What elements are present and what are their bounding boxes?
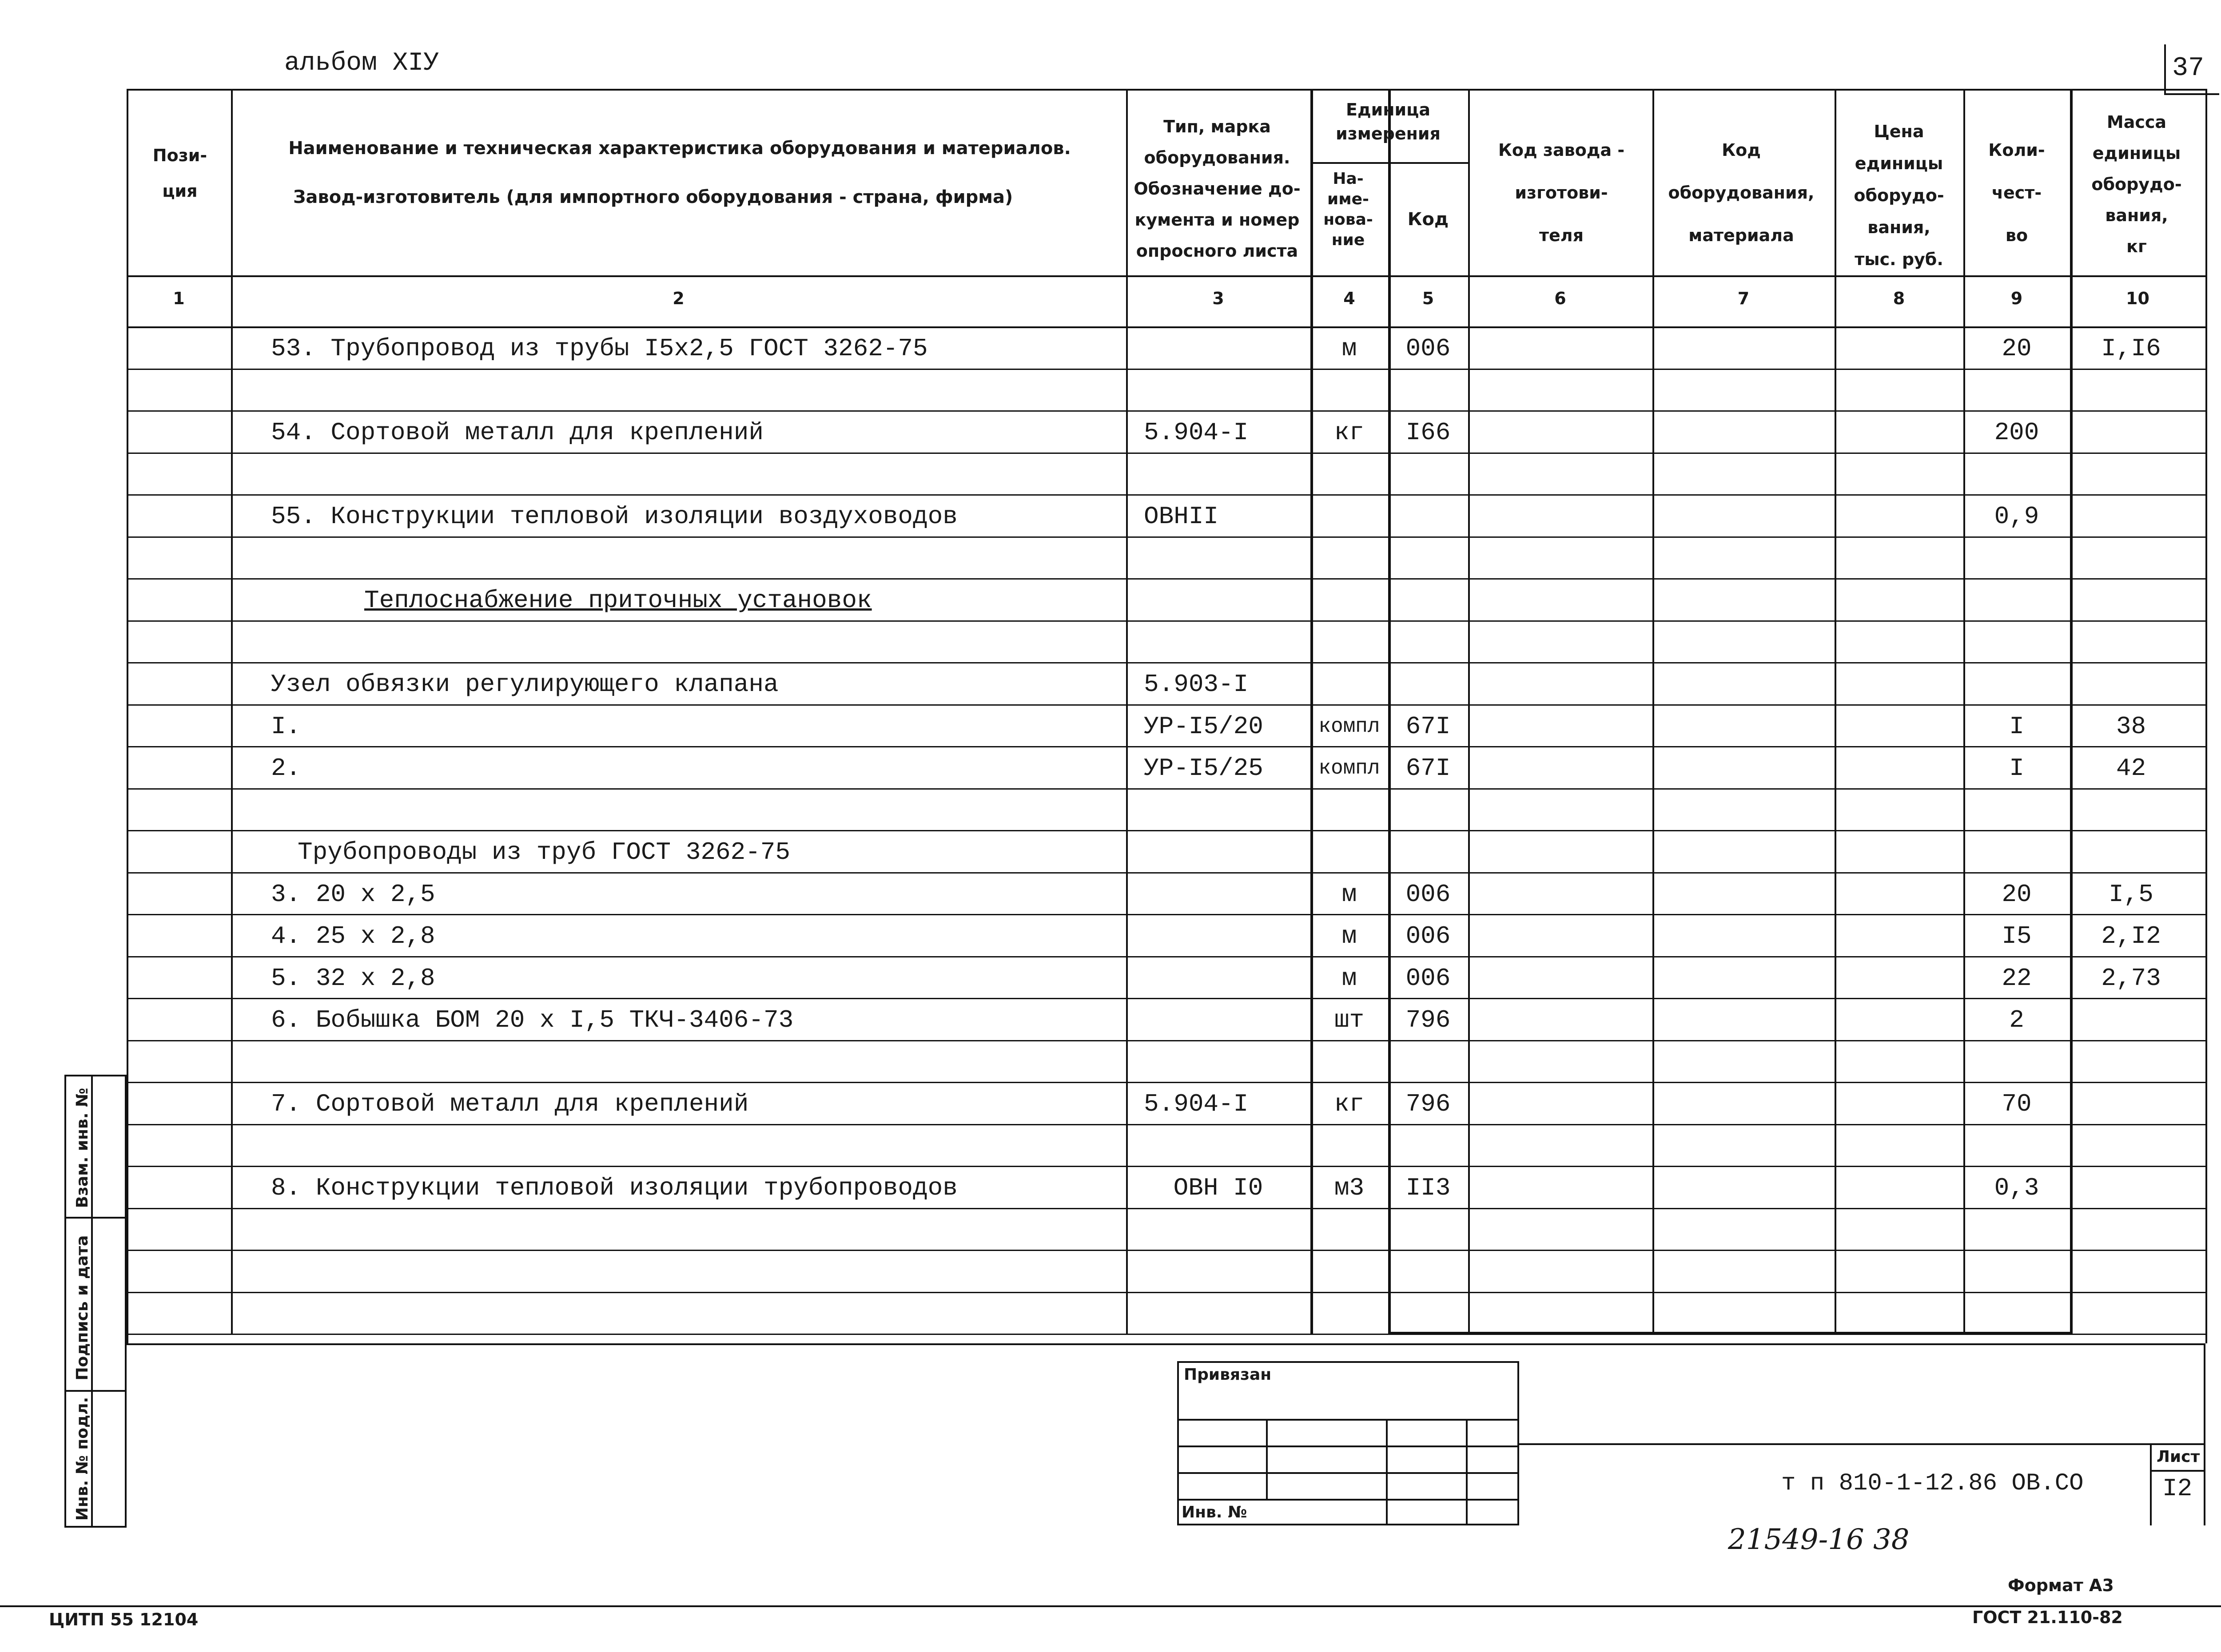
row-quantity: 2	[2009, 1006, 2024, 1034]
row-quantity: 22	[2002, 964, 2032, 993]
row-rule	[127, 620, 2205, 622]
header-bottom-rule	[127, 275, 2205, 277]
row-name: Узел обвязки регулирующего клапана	[271, 670, 779, 699]
row-rule	[127, 872, 2205, 874]
data-block-bottom	[1388, 1332, 2070, 1335]
header-price: Цена единицы оборудо- вания, тыс. руб.	[1854, 122, 1944, 269]
row-quantity: 20	[2002, 334, 2032, 363]
row-rule	[127, 662, 2205, 663]
column-number: 1	[173, 289, 185, 308]
row-quantity: I	[2009, 754, 2024, 782]
row-name: 4. 25 x 2,8	[271, 922, 435, 950]
row-name: Теплоснабжение приточных установок	[364, 586, 872, 615]
column-rule-2	[1126, 89, 1128, 1334]
row-quantity: I	[2009, 712, 2024, 741]
header-position: Пози- ция	[152, 146, 207, 201]
row-quantity: 20	[2002, 880, 2032, 909]
row-name: 54. Сортовой металл для креплений	[271, 418, 764, 447]
row-name: 5. 32 x 2,8	[271, 964, 435, 993]
header-unit-code: Код	[1407, 209, 1449, 230]
row-code: 67I	[1405, 712, 1451, 741]
column-rule-9	[2070, 89, 2073, 1334]
row-rule	[127, 1082, 2205, 1083]
header-type: Тип, марка оборудования. Обозначение до- кумента и номер опросного листа	[1134, 117, 1301, 261]
row-unit: м	[1341, 334, 1357, 363]
row-quantity: 0,9	[1994, 502, 2039, 531]
row-type: 5.903-I	[1144, 670, 1249, 699]
side-label-signature: Подпись и дата	[73, 1235, 92, 1381]
binding-box	[1177, 1361, 1519, 1525]
row-unit: м	[1341, 964, 1357, 993]
row-code: II3	[1405, 1174, 1451, 1202]
table-top-border	[127, 89, 2205, 91]
row-rule	[127, 494, 2205, 496]
row-unit: кг	[1334, 418, 1365, 447]
column-rule-8	[1963, 89, 1965, 1334]
column-rule-7	[1835, 89, 1836, 1334]
row-rule	[127, 536, 2205, 538]
column-number: 5	[1422, 289, 1434, 308]
row-quantity: 200	[1994, 418, 2039, 447]
side-label-inventory: Инв. № подл.	[73, 1397, 92, 1521]
row-code: 006	[1405, 964, 1451, 993]
handwritten-note: 21549-16 38	[1728, 1523, 1910, 1556]
column-number: 9	[2010, 289, 2023, 308]
row-rule	[127, 788, 2205, 790]
row-code: 006	[1405, 334, 1451, 363]
row-name: 2.	[271, 754, 301, 782]
sheet-number: I2	[2162, 1474, 2193, 1503]
row-type: 5.904-I	[1144, 418, 1249, 447]
row-unit: м	[1341, 922, 1357, 950]
row-unit: компл	[1318, 715, 1380, 738]
column-number: 8	[1893, 289, 1905, 308]
row-unit: кг	[1334, 1090, 1365, 1118]
column-rule-5	[1468, 89, 1470, 1334]
side-label-replacement: Взам. инв. №	[73, 1088, 92, 1208]
unit-group-rule	[1310, 162, 1468, 164]
row-rule	[127, 1292, 2205, 1293]
row-unit: компл	[1318, 757, 1380, 780]
page-number: 37	[2172, 53, 2205, 83]
row-quantity: 70	[2002, 1090, 2032, 1118]
row-name: 8. Конструкции тепловой изоляции трубопроводов	[271, 1174, 958, 1202]
document-code: т п 810-1-12.86 ОВ.СО	[1781, 1470, 2084, 1497]
row-code: I66	[1405, 418, 1451, 447]
album-title: альбом ХIУ	[284, 49, 439, 78]
column-rule-10	[2205, 89, 2207, 1343]
row-name: I.	[271, 712, 301, 741]
column-rule-1	[231, 89, 233, 1334]
citp-label: ЦИТП 55 12104	[49, 1610, 199, 1629]
row-rule	[127, 1208, 2205, 1209]
column-number: 10	[2126, 289, 2149, 308]
row-type: УР-I5/20	[1144, 712, 1263, 741]
row-code: 796	[1405, 1006, 1451, 1034]
row-name: 7. Сортовой металл для креплений	[271, 1090, 749, 1118]
inventory-number-label: Инв. №	[1182, 1503, 1247, 1521]
row-type: ОВНII	[1144, 502, 1219, 531]
row-type: ОВН I0	[1173, 1174, 1263, 1202]
header-name-line2: Завод-изготовитель (для импортного оборудования - страна, фирма)	[293, 187, 1013, 207]
row-rule	[127, 956, 2205, 957]
row-quantity: I5	[2002, 922, 2032, 950]
stamp-outer-frame	[127, 1343, 2205, 1525]
row-name: 3. 20 x 2,5	[271, 880, 435, 909]
header-quantity: Коли- чест- во	[1988, 140, 2045, 245]
row-rule	[127, 1124, 2205, 1125]
row-rule	[127, 830, 2205, 831]
column-rule-4	[1388, 89, 1391, 1334]
row-mass: I,5	[2109, 880, 2153, 909]
header-mass: Масса единицы оборудо- вания, кг	[2091, 112, 2182, 256]
row-type: 5.904-I	[1144, 1090, 1249, 1118]
row-unit: м3	[1334, 1174, 1365, 1202]
header-factory-code: Код завода - изготови- теля	[1498, 140, 1625, 245]
row-rule	[127, 326, 2205, 328]
row-rule	[127, 746, 2205, 747]
column-rule-3	[1310, 89, 1313, 1334]
row-code: 006	[1405, 880, 1451, 909]
row-rule	[127, 704, 2205, 706]
row-type: УР-I5/25	[1144, 754, 1263, 782]
row-rule	[127, 1040, 2205, 1041]
row-code: 67I	[1405, 754, 1451, 782]
row-name: 53. Трубопровод из трубы I5x2,5 ГОСТ 3262-75	[271, 334, 928, 363]
row-rule	[127, 369, 2205, 370]
row-unit: м	[1341, 880, 1357, 909]
header-unit-name: На- име- нова- ние	[1323, 170, 1373, 249]
row-name: 55. Конструкции тепловой изоляции воздуховодов	[271, 502, 958, 531]
row-rule	[127, 453, 2205, 454]
row-mass: I,I6	[2101, 334, 2161, 363]
header-equipment-code: Код оборудования, материала	[1668, 140, 1815, 245]
row-rule	[127, 914, 2205, 915]
binding-label: Привязан	[1184, 1366, 1272, 1384]
format-label: Формат А3	[2008, 1576, 2114, 1595]
column-number: 2	[673, 289, 685, 308]
header-unit-group: Единица измерения	[1336, 100, 1441, 143]
row-rule	[127, 1166, 2205, 1167]
column-number: 4	[1343, 289, 1355, 308]
column-rule-6	[1652, 89, 1654, 1334]
column-number: 6	[1554, 289, 1566, 308]
row-rule	[127, 410, 2205, 412]
row-quantity: 0,3	[1994, 1174, 2039, 1202]
row-code: 006	[1405, 922, 1451, 950]
row-unit: шт	[1334, 1006, 1365, 1034]
row-name: Трубопроводы из труб ГОСТ 3262-75	[298, 838, 790, 866]
row-mass: 38	[2116, 712, 2146, 741]
row-mass: 42	[2116, 754, 2146, 782]
row-rule	[127, 998, 2205, 999]
gost-label: ГОСТ 21.110-82	[1972, 1608, 2123, 1627]
column-number: 3	[1212, 289, 1224, 308]
row-rule	[127, 578, 2205, 580]
row-code: 796	[1405, 1090, 1451, 1118]
row-mass: 2,I2	[2101, 922, 2161, 950]
header-name-line1: Наименование и техническая характеристика оборудования и материалов.	[288, 138, 1071, 159]
column-number: 7	[1737, 289, 1750, 308]
row-mass: 2,73	[2101, 964, 2161, 993]
row-rule	[127, 1250, 2205, 1251]
sheet-label: Лист	[2157, 1448, 2200, 1466]
row-name: 6. Бобышка БОМ 20 x I,5 ТКЧ-3406-73	[271, 1006, 794, 1034]
